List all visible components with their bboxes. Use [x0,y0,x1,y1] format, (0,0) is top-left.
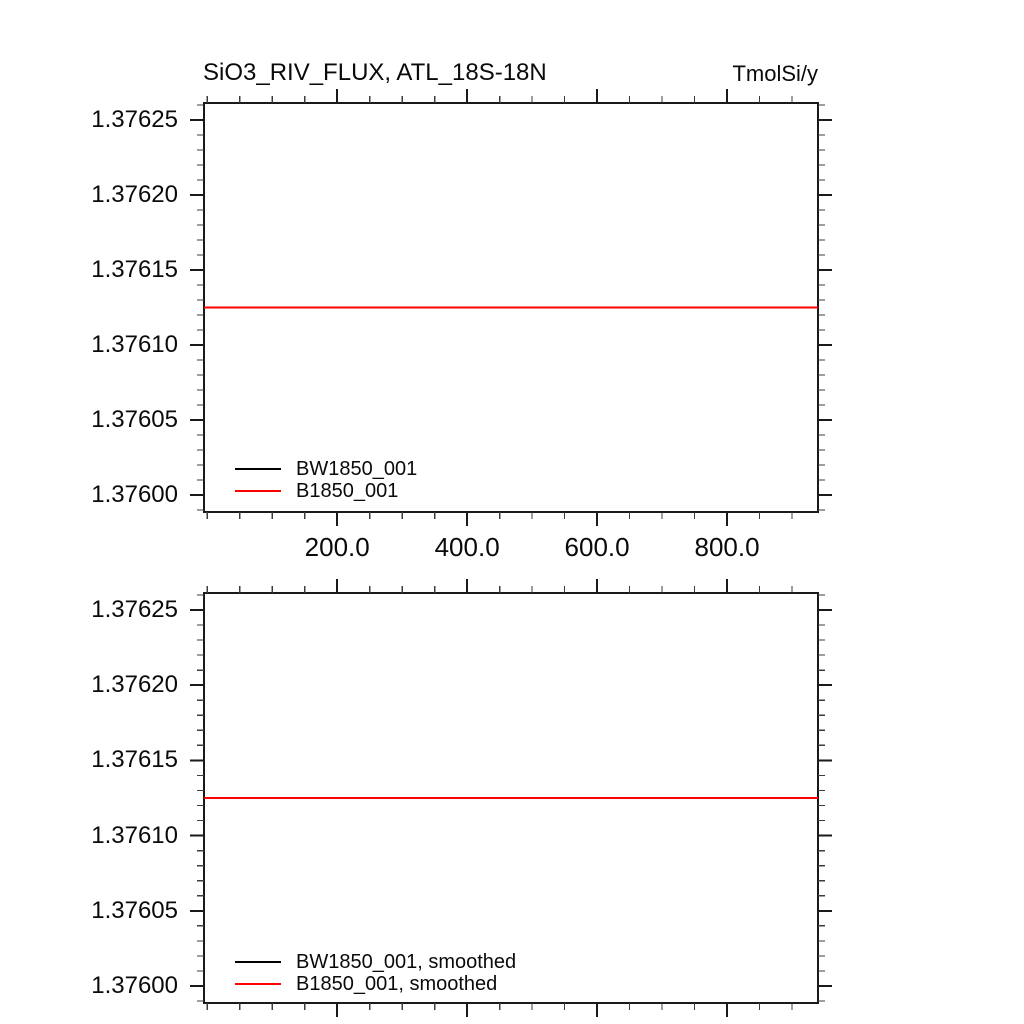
y-tick-label: 1.37620 [91,671,178,699]
x-tick-label: 600.0 [564,532,630,562]
y-tick-label: 1.37605 [91,406,178,434]
legend-line-red [235,983,281,985]
y-tick-label: 1.37605 [91,896,178,924]
legend-line-black [235,468,281,470]
legend-entry [235,480,417,502]
y-tick-label: 1.37610 [91,331,178,358]
y-tick-label: 1.37615 [91,746,178,774]
y-tick-label: 1.37600 [91,481,178,509]
y-tick-label: 1.37600 [91,972,178,999]
plot-title: SiO3_RIV_FLUX, ATL_18S-18N [203,59,547,86]
legend-label: BW1850_001, smoothed [296,951,517,973]
y-tick-label: 1.37625 [91,595,178,623]
units-label: TmolSi/y [732,61,818,86]
y-tick-label: 1.37615 [91,255,178,283]
legend-label: B1850_001 [296,480,399,502]
legend-entry [235,973,516,995]
legend-label: BW1850_001 [296,458,418,480]
legend-line-black [235,961,281,963]
y-tick-label: 1.37620 [91,180,178,208]
x-tick-label: 400.0 [434,532,500,562]
legend-label: B1850_001, smoothed [296,973,498,995]
legend-entry [235,458,417,480]
legend-entry [235,951,516,973]
y-tick-label: 1.37610 [91,821,178,849]
legend-top-panel [235,458,417,502]
legend-bottom-panel [235,951,516,995]
y-tick-label: 1.37625 [91,105,178,133]
legend-line-red [235,490,281,492]
x-tick-label: 200.0 [304,532,370,562]
x-tick-label: 800.0 [694,532,760,562]
